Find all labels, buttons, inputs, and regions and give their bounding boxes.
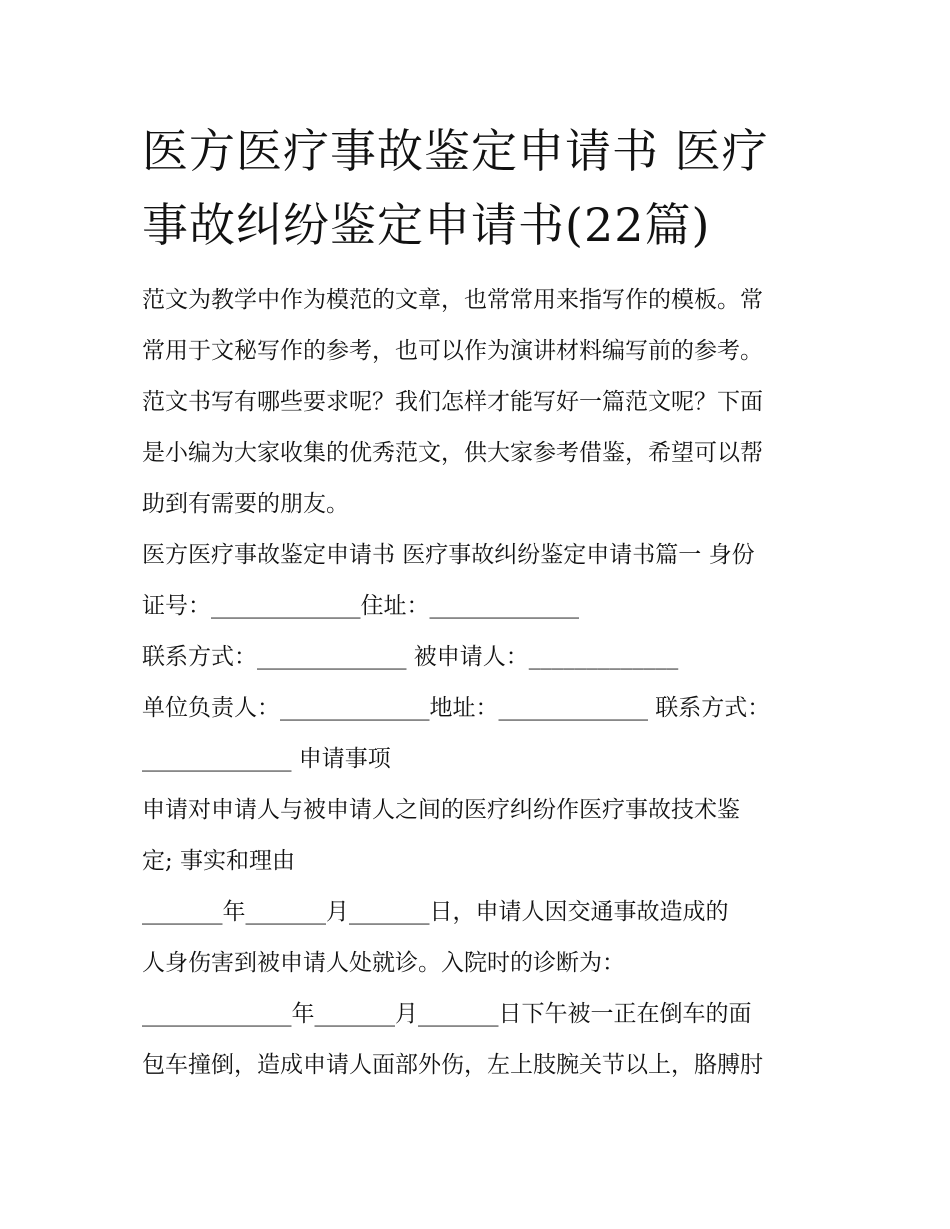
text-line: 单位负责人：_____________地址：_____________ 联系方式： — [142, 695, 771, 721]
title-line-2: 事故纠纷鉴定申请书(22篇) — [142, 198, 711, 252]
text-line: 申请对申请人与被申请人之间的医疗纠纷作医疗事故技术鉴 — [142, 797, 740, 823]
title-line-1: 医方医疗事故鉴定申请书 医疗 — [142, 124, 769, 178]
text-line: 证号：_____________住址：_____________ — [142, 593, 579, 619]
text-line: 是小编为大家收集的优秀范文，供大家参考借鉴，希望可以帮 — [142, 440, 763, 466]
text-line: 范文为教学中作为模范的文章，也常常用来指写作的模板。常 — [142, 287, 763, 313]
document-body — [142, 275, 842, 1091]
text-line: 包车撞倒，造成申请人面部外伤，左上肢腕关节以上，胳膊肘 — [142, 1052, 763, 1078]
text-line: 人身伤害到被申请人处就诊。入院时的诊断为： — [142, 950, 625, 976]
document-title — [142, 114, 842, 262]
text-line: _____________ 申请事项 — [142, 746, 391, 772]
text-line: 定; 事实和理由 — [142, 848, 296, 874]
text-line: _______年_______月_______日，申请人因交通事故造成的 — [142, 899, 729, 925]
text-line: 助到有需要的朋友。 — [142, 491, 349, 517]
text-line: 联系方式：_____________ 被申请人：_____________ — [142, 644, 679, 670]
text-line: _____________年_______月_______日下午被一正在倒车的面 — [142, 1001, 752, 1027]
text-line: 范文书写有哪些要求呢？我们怎样才能写好一篇范文呢？下面 — [142, 389, 763, 415]
text-line: 常用于文秘写作的参考，也可以作为演讲材料编写前的参考。 — [142, 338, 763, 364]
text-line: 医方医疗事故鉴定申请书 医疗事故纠纷鉴定申请书篇一 身份 — [142, 542, 755, 568]
